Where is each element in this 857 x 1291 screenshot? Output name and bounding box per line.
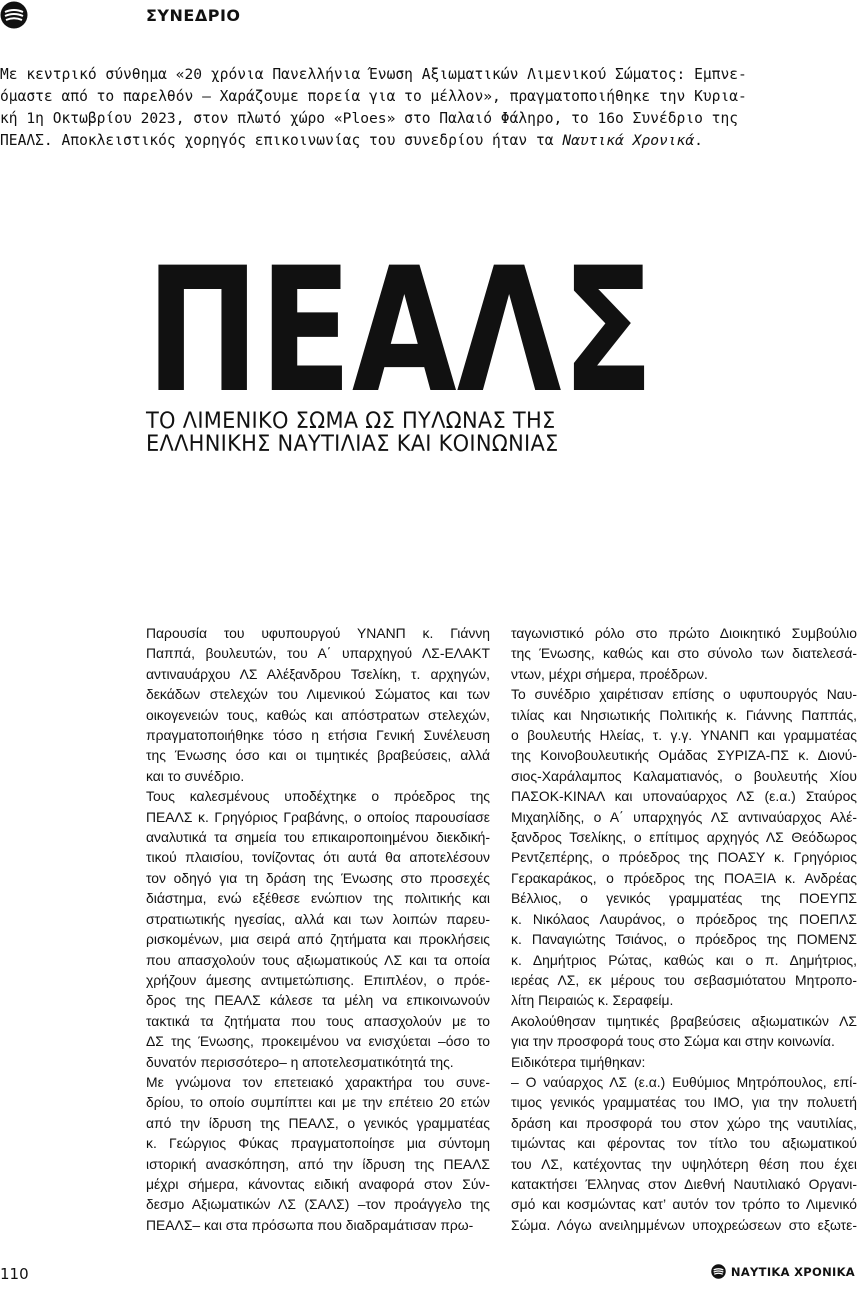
article-line: και το συνέδριο. (146, 767, 245, 784)
article-line: κ. Γεώργιος Φύκας πραγματοποίησε μια σύντομη (146, 1135, 490, 1152)
article-line: κ. Νικόλαος Λαυράνος, ο πρόεδρος της ΠΟΕΠΛΣ (511, 910, 857, 927)
intro-line-last (0, 130, 852, 152)
article-line: σμό και κοσμώντας κατ’ αυτόν τον τρόπο το Λιμενικό (511, 1196, 857, 1213)
section-header (0, 0, 241, 30)
intro-line: όμαστε από το παρελθόν – Χαράζουμε πορεία για το μέλλον», πραγματοποιήθηκε την Κυρια- (0, 88, 747, 105)
article-line: ντων, μέχρι σήμερα, προέδρων. (511, 665, 708, 682)
nautika-chronika-logo-icon (0, 1, 28, 29)
page-number: 110 (0, 1265, 29, 1283)
article-line: χρήζουν άμεσης αντιμετώπισης. Επιπλέον, ο πρόε- (146, 971, 490, 988)
article-line: αντιναυάρχου ΛΣ Αλέξανδρου Τσελίκη, τ. αρχηγών, (146, 665, 490, 682)
article-line: της Ένωσης, καθώς και στο σύνολο των διατελεσά- (511, 645, 857, 662)
article-line: κ. Παναγιώτης Τσιάνος, ο πρόεδρος της ΠΟΜΕΝΣ (511, 931, 857, 948)
article-line: αναλυτικά τα σημεία του επικαιροποιημένου διεκδική- (146, 829, 490, 846)
article-line: της Κοινοβουλευτικής Ομάδας ΣΥΡΙΖΑ-ΠΣ κ. Διονύ- (511, 747, 857, 764)
intro-text-end: . (694, 132, 703, 149)
article-line: Τους καλεσμένους υποδέχτηκε ο πρόεδρος της (146, 788, 490, 805)
article-line: δράση και προσφορά του στον χώρο της ναυτιλίας, (511, 1114, 857, 1131)
intro-publication-name: Ναυτικά Χρονικά (562, 132, 695, 149)
article-line: που απασχολούν τους αξιωματικούς ΛΣ και τα οποία (146, 951, 490, 968)
article-line: λίτη Πειραιώς κ. Σεραφείμ. (511, 992, 674, 1009)
article-line: Βέλλιος, ο γενικός γραμματέας της ΠΟΕΥΠΣ (511, 890, 857, 907)
intro-paragraph (0, 64, 852, 152)
article-line: ο βουλευτής Ηλείας, τ. γ.γ. ΥΝΑΝΠ και γραμματέας (511, 727, 857, 744)
article-line: Παρουσία του υφυπουργού ΥΝΑΝΠ κ. Γιάννη (146, 625, 490, 641)
article-line: δρος της ΠΕΑΛΣ κάλεσε τα μέλη να επικοινωνούν (146, 992, 490, 1009)
article-line: για την προσφορά τους στο Σώμα και στην κοινωνία. (511, 1033, 835, 1050)
article-line: – Ο ναύαρχος ΛΣ (ε.α.) Ευθύμιος Μητρόπουλος, επί- (511, 1073, 857, 1090)
article-line: τακτικά τα ζητήματα που τους απασχολούν με το (146, 1012, 490, 1029)
article-line: ρισκομένων, μια σειρά από ζητήματα και προκλήσεις (146, 931, 490, 948)
footer-brand (711, 1264, 855, 1279)
article-line: δεσμο Αξιωματικών ΛΣ (ΣΑΛΣ) –τον προάγγελο της (146, 1196, 490, 1213)
article-line: ΠΕΑΛΣ– και στα πρόσωπα που διαδραμάτισαν πρω- (146, 1216, 474, 1233)
subheadline (146, 410, 559, 456)
article-line: Το συνέδριο χαιρέτισαν επίσης ο υφυπουργός Ναυ- (511, 686, 857, 703)
article-line: Παππά, βουλευτών, του Α΄ υπαρχηγού ΛΣ-ΕΛΑΚΤ (146, 645, 490, 662)
article-line: σιος-Χαράλαμπος Καλαματιανός, ο βουλευτής Χίου (511, 767, 857, 784)
article-line: από την ίδρυση της ΠΕΑΛΣ, ο γενικός γραμματέας (146, 1114, 490, 1131)
article-line: Ακολούθησαν τιμητικές βραβεύσεις αξιωματικών ΛΣ (511, 1012, 857, 1029)
article-line: στρατιωτικής ηγεσίας, αλλά και των λοιπών παρευ- (146, 910, 490, 927)
article-line: ΔΣ της Ένωσης, προκειμένου να ενισχύεται –όσο το (146, 1033, 490, 1050)
intro-line: κή 1η Οκτωβρίου 2023, στον πλωτό χώρο «Ploes» στο Παλαιό Φάληρο, το 16ο Συνέδριο της (0, 110, 739, 127)
article-line: ξανδρος Τσελίκης, ο επίτιμος αρχηγός ΛΣ Θεόδωρος (511, 829, 857, 846)
article-column-right (511, 623, 857, 1235)
article-line: ταγωνιστικό ρόλο στο πρώτο Διοικητικό Συμβούλιο (511, 625, 857, 641)
article-line: τιμος γενικός γραμματέας του ΙΜΟ, για την πολυετή (511, 1094, 857, 1111)
article-line: ΠΕΑΛΣ κ. Γρηγόριος Γραβάνης, ο οποίος παρουσίασε (146, 808, 490, 825)
article-line: Σώμα. Λόγω ανειλημμένων υποχρεώσεων στο εξωτε- (511, 1216, 857, 1233)
article-column-left (146, 623, 490, 1235)
article-line: δυνατόν περισσότερο– η αποτελεσματικότητά της. (146, 1053, 454, 1070)
intro-text: ΠΕΑΛΣ. Αποκλειστικός χορηγός επικοινωνίας του συνεδρίου ήταν τα (0, 132, 563, 149)
article-line: Με γνώμονα τον επετειακό χαρακτήρα του συνε- (146, 1073, 490, 1090)
article-line: τικού πλαισίου, τονίζοντας ότι αυτά θα αποτελέσουν (146, 849, 490, 866)
article-line: Γερακαράκος, ο πρόεδρος της ΠΟΑΞΙΑ κ. Ανδρέας (511, 869, 857, 886)
headline-text: ΠΕΑΛΣ (146, 256, 654, 396)
article-line: τιμώντας και φέροντας τον τίτλο του αξιωματικού (511, 1135, 857, 1152)
subheadline-line-2: ΕΛΛΗΝΙΚΗΣ ΝΑΥΤΙΛΙΑΣ ΚΑΙ ΚΟΙΝΩΝΙΑΣ (146, 431, 559, 457)
article-line: μέχρι σήμερα, κάνοντας ειδική αναφορά στον Σύν- (146, 1175, 490, 1192)
footer-brand-name: ΝΑΥΤΙΚΑ ΧΡΟΝΙΚΑ (730, 1264, 855, 1279)
article-line: πραγματοποιήθηκε τόσο η ετήσια Γενική Συνέλευση (146, 727, 490, 744)
headline-title (146, 256, 666, 396)
article-line: της Ένωσης όσο και οι τιμητικές βραβεύσεις, αλλά (146, 747, 490, 764)
article-line: του ΛΣ, κατέχοντας την υψηλότερη θέση που έχει (511, 1155, 857, 1172)
article-line: διάστημα, ενώ εξέθεσε ενώπιον της πολιτικής και (146, 890, 490, 907)
article-line: κατακτήσει Έλληνας στον Διεθνή Ναυτιλιακό Οργανι- (511, 1175, 857, 1192)
article-line: τιλίας και Νησιωτικής Πολιτικής κ. Γιάννης Παππάς, (511, 706, 857, 723)
article-line: ιερέας ΛΣ, εκ μέρους του σεβασμιότατου Μητροπο- (511, 971, 857, 988)
article-line: δεκάδων στελεχών του Λιμενικού Σώματος και των (146, 686, 490, 703)
section-title: ΣΥΝΕΔΡΙΟ (146, 5, 241, 25)
subheadline-line-1: ΤΟ ΛΙΜΕΝΙΚΟ ΣΩΜΑ ΩΣ ΠΥΛΩΝΑΣ ΤΗΣ (146, 408, 556, 434)
article-line: οικογενειών τους, καθώς και απόστρατων στελεχών, (146, 706, 490, 723)
article-line: κ. Δημήτριος Ρώτας, καθώς και ο π. Δημήτριος, (511, 951, 857, 968)
article-line: Ειδικότερα τιμήθηκαν: (511, 1053, 646, 1070)
article-line: δρίου, το οποίο συμπίπτει και με την επέτειο 20 ετών (146, 1094, 490, 1111)
article-line: ιστορική ανασκόπηση, από την ίδρυση της ΠΕΑΛΣ (146, 1155, 490, 1172)
article-line: ΠΑΣΟΚ-ΚΙΝΑΛ και υποναύαρχος ΛΣ (ε.α.) Σταύρος (511, 788, 857, 805)
article-line: Μιχαηλίδης, ο Α΄ υπαρχηγός ΛΣ αντιναύαρχος Αλέ- (511, 808, 857, 825)
intro-line: Με κεντρικό σύνθημα «20 χρόνια Πανελλήνια Ένωση Αξιωματικών Λιμενικού Σώματος: Εμπνε- (0, 66, 747, 83)
article-line: τον οδηγό για τη δράση της Ένωσης στο προσεχές (146, 869, 490, 886)
article-line: Ρεντζεπέρης, ο πρόεδρος της ΠΟΑΣΥ κ. Γρηγόριος (511, 849, 857, 866)
nautika-chronika-logo-icon (711, 1264, 726, 1279)
